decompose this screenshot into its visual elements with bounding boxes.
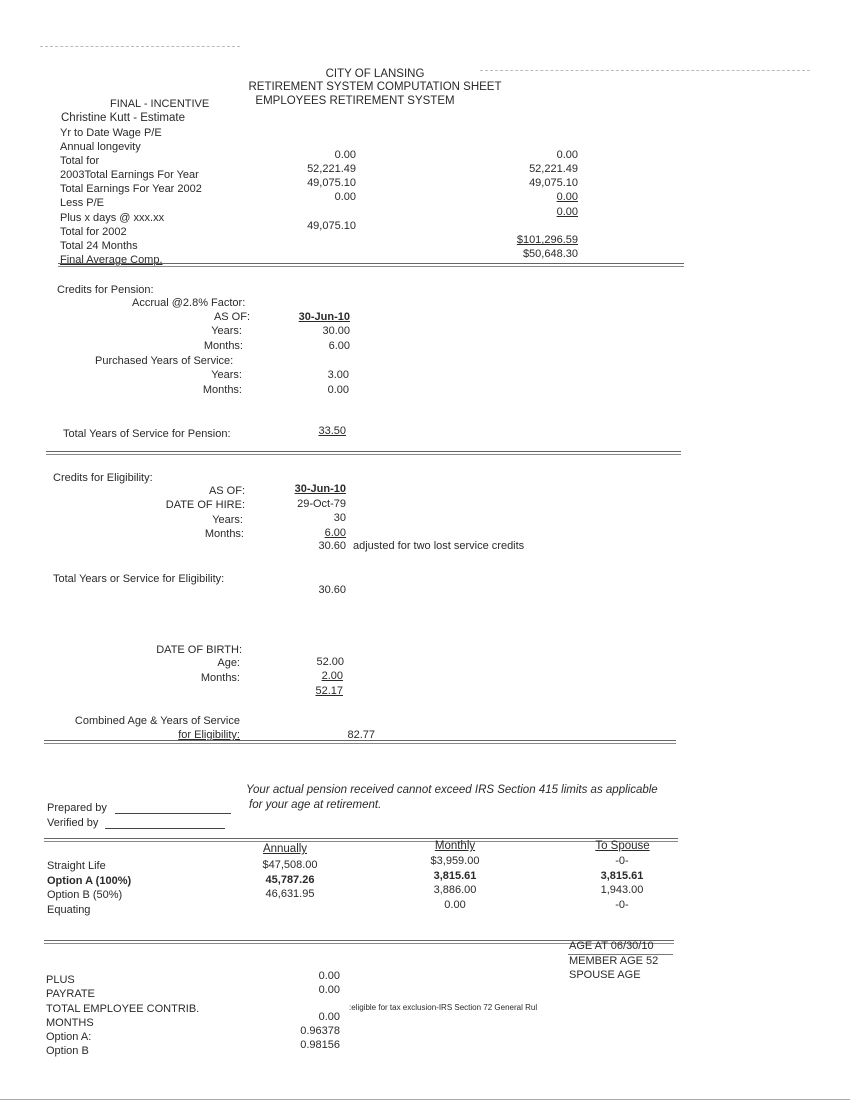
bottom-row-value: 0.98156 (300, 1039, 340, 1051)
divider (58, 263, 684, 267)
dob-label: DATE OF BIRTH: (156, 644, 242, 656)
option-row-label: Straight Life (47, 860, 106, 872)
wage-row-right-value: 52,221.49 (529, 163, 578, 175)
combined-value: 82.77 (347, 729, 375, 741)
bottom-row-value: 0.00 (318, 984, 340, 996)
col-to-spouse: To Spouse (595, 840, 650, 852)
member-age-label: MEMBER AGE 52 (569, 955, 659, 967)
age-at-label: AGE AT 06/30/10 (569, 940, 654, 952)
wage-row-mid-value: 49,075.10 (307, 177, 356, 189)
header-line-2: RETIREMENT SYSTEM COMPUTATION SHEET (248, 81, 502, 93)
header-line-1: CITY OF LANSING (325, 68, 425, 80)
pension-total-label: Total Years of Service for Pension: (63, 428, 231, 440)
purchased-years-value: 3.00 (327, 369, 349, 381)
pension-asof-value: 30-Jun-10 (298, 311, 350, 323)
wage-row-label: Yr to Date Wage P/E (60, 127, 162, 139)
birth-months-value: 2.00 (321, 670, 343, 682)
wage-row-label: Annual longevity (60, 141, 141, 153)
option-monthly-value: 0.00 (444, 899, 466, 911)
verified-by-blank[interactable] (105, 828, 225, 829)
elig-years-value: 30 (333, 512, 346, 524)
wage-row-right-value: 0.00 (556, 149, 578, 161)
wage-row-mid-value: 0.00 (334, 149, 356, 161)
option-spouse-value: 1,943.00 (600, 884, 644, 896)
bottom-row-value: 0.96378 (300, 1025, 340, 1037)
wage-row-mid-value: 49,075.10 (307, 220, 356, 232)
purchased-label: Purchased Years of Service: (95, 355, 234, 367)
purchased-months-value: 0.00 (327, 384, 349, 396)
wage-row-label: Final Average Comp. (60, 254, 163, 266)
purchased-years-label: Years: (211, 369, 242, 381)
bottom-row-label: Option B (46, 1045, 89, 1057)
divider (44, 740, 676, 744)
prepared-by-label: Prepared by (47, 802, 107, 814)
scan-dash-line (480, 70, 810, 71)
wage-row-label: Total Earnings For Year 2002 (60, 183, 202, 195)
option-row-label: Option B (50%) (47, 889, 123, 901)
col-annually: Annually (262, 843, 308, 855)
elig-total-label: Total Years or Service for Eligibility: (53, 573, 225, 585)
bottom-row-label: TOTAL EMPLOYEE CONTRIB. (46, 1003, 200, 1015)
elig-months-value: 6.00 (324, 527, 346, 539)
pension-months-value: 6.00 (328, 340, 350, 352)
pension-months-label: Months: (203, 340, 243, 352)
accrual-label: Accrual @2.8% Factor: (132, 297, 246, 309)
wage-row-right-value: 0.00 (556, 206, 578, 218)
spouse-age-label: SPOUSE AGE (569, 969, 641, 981)
option-spouse-value: 3,815.61 (600, 870, 644, 882)
bottom-row-label: Option A: (46, 1031, 92, 1043)
option-monthly-value: 3,886.00 (433, 884, 477, 896)
verified-by-label: Verified by (47, 817, 99, 829)
option-row-label: Option A (100%) (47, 875, 132, 887)
wage-row-mid-value: 0.00 (334, 191, 356, 203)
irs-notice-line-1: Your actual pension received cannot exceed IRS Section 415 limits as applicable (246, 784, 658, 796)
wage-row-right-value: $101,296.59 (516, 234, 578, 246)
wage-row-label: Total for (60, 155, 100, 167)
option-spouse-value: -0- (615, 899, 629, 911)
elig-months-label: Months: (204, 528, 244, 540)
wage-row-label: 2003Total Earnings For Year (60, 169, 199, 181)
final-incentive-label: FINAL - INCENTIVE (110, 98, 210, 110)
employee-name: Christine Kutt - Estimate (61, 112, 185, 124)
combined-label-1: Combined Age & Years of Service (74, 715, 240, 727)
pension-years-value: 30.00 (322, 325, 350, 337)
pension-asof-label: AS OF: (213, 311, 250, 323)
bottom-row-value: 0.00 (318, 970, 340, 982)
wage-row-label: Less P/E (60, 197, 105, 209)
divider (46, 451, 681, 455)
elig-asof-value: 30-Jun-10 (294, 483, 346, 495)
purchased-months-label: Months: (202, 384, 242, 396)
bottom-row-label: MONTHS (46, 1017, 94, 1029)
bottom-row-value: 0.00 (318, 1011, 340, 1023)
birth-total-value: 52.17 (315, 685, 343, 697)
col-monthly: Monthly (434, 840, 476, 852)
pension-years-label: Years: (211, 325, 242, 337)
eligibility-title: Credits for Eligibility: (53, 472, 153, 484)
age-value: 52.00 (316, 656, 344, 668)
tax-exclusion-note: :eligible for tax exclusion-IRS Section 72 General Rul (349, 1003, 538, 1012)
wage-row-label: Plus x days @ xxx.xx (60, 212, 165, 224)
option-spouse-value: -0- (615, 855, 629, 867)
bottom-row-label: PLUS (46, 974, 75, 986)
option-annual-value: 45,787.26 (265, 874, 315, 886)
elig-sum-value: 30.60 (318, 540, 346, 552)
pension-title: Credits for Pension: (57, 284, 154, 296)
elig-hire-value: 29-Oct-79 (297, 498, 346, 510)
age-label: Age: (217, 657, 240, 669)
wage-row-label: Total 24 Months (60, 240, 138, 252)
combined-label-2: for Eligibility: (178, 729, 240, 741)
option-monthly-value: $3,959.00 (430, 855, 480, 867)
option-annual-value: 46,631.95 (265, 888, 315, 900)
pension-total-value: 33.50 (318, 425, 346, 437)
wage-row-mid-value: 52,221.49 (307, 163, 356, 175)
option-annual-value: $47,508.00 (262, 859, 318, 871)
wage-row-right-value: $50,648.30 (522, 248, 578, 260)
elig-total-value: 30.60 (318, 584, 346, 596)
irs-notice-line-2: for your age at retirement. (249, 799, 382, 811)
elig-note: adjusted for two lost service credits (353, 540, 525, 552)
option-row-label: Equating (47, 904, 91, 916)
birth-months-label: Months: (200, 672, 240, 684)
elig-asof-label: AS OF: (208, 485, 245, 497)
prepared-by-blank[interactable] (115, 813, 231, 814)
bottom-edge-line (0, 1099, 850, 1100)
wage-row-label: Total for 2002 (60, 226, 127, 238)
bottom-row-label: PAYRATE (46, 988, 95, 1000)
elig-years-label: Years: (212, 514, 243, 526)
option-monthly-value: 3,815.61 (433, 870, 477, 882)
wage-row-right-value: 49,075.10 (529, 177, 578, 189)
scan-dash-line (40, 46, 240, 47)
header-line-3: EMPLOYEES RETIREMENT SYSTEM (255, 95, 455, 107)
wage-row-right-value: 0.00 (556, 191, 578, 203)
elig-hire-label: DATE OF HIRE: (165, 499, 245, 511)
